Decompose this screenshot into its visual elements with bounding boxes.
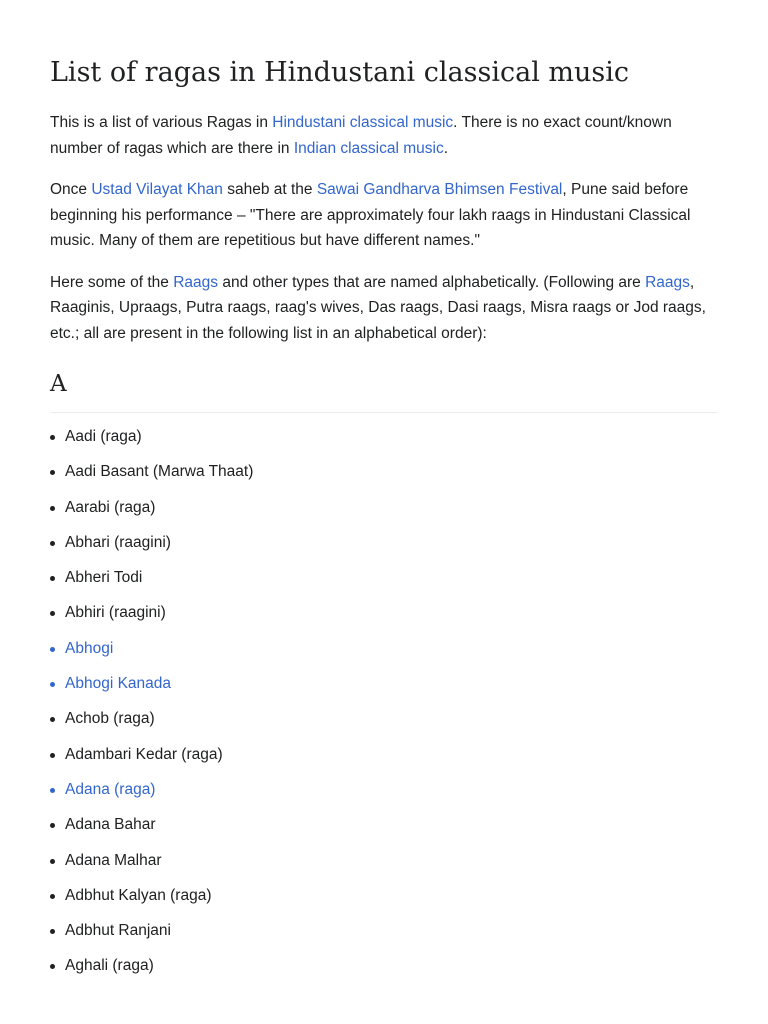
raga-label: Aadi (raga) <box>65 428 142 445</box>
raga-list-a <box>50 424 718 989</box>
raga-label: Adbhut Ranjani <box>65 922 171 940</box>
intro-text: and other types that are named alphabetically. (Following are <box>218 273 646 291</box>
intro-text: . <box>443 139 449 157</box>
raga-label: Aghali (raga) <box>65 957 154 975</box>
raga-label[interactable]: Abhogi Kanada <box>65 675 172 693</box>
bullet-icon <box>50 894 55 899</box>
bullet-icon <box>50 753 55 758</box>
list-item <box>50 600 718 635</box>
list-item[interactable] <box>50 636 718 671</box>
raga-label[interactable]: Adana (raga) <box>65 780 156 798</box>
intro-text: , Pune said before beginning his performance – "There are approximately four lakh raags in Hindustani Classical music. Many of them are repetitious but have different names." <box>50 181 691 249</box>
list-item <box>50 706 718 741</box>
page-title: List of ragas in Hindustani classical music <box>50 57 630 88</box>
raga-label: Adana Bahar <box>65 816 156 834</box>
intro-text: Once <box>50 181 92 198</box>
intro-text: Here some of the <box>50 273 174 291</box>
list-item[interactable] <box>50 671 718 706</box>
intro-paragraph-2 <box>50 177 718 254</box>
bullet-icon <box>50 929 55 934</box>
bullet-icon <box>50 788 55 793</box>
list-item <box>50 883 718 918</box>
list-item[interactable] <box>50 777 718 812</box>
raga-label: Adambari Kedar (raga) <box>65 745 223 763</box>
bullet-icon <box>50 541 55 546</box>
list-item <box>50 848 718 883</box>
list-item <box>50 565 718 600</box>
bullet-icon <box>50 859 55 864</box>
link-raags[interactable]: Raags <box>173 273 219 291</box>
raga-label: Adbhut Kalyan (raga) <box>65 886 212 904</box>
list-item <box>50 530 718 565</box>
link-indian-classical-music[interactable]: Indian classical music <box>293 139 444 157</box>
raga-label: Abhari (raagini) <box>65 533 171 551</box>
bullet-icon <box>50 506 55 511</box>
bullet-icon <box>50 647 55 652</box>
link-hindustani-classical-music[interactable]: Hindustani classical music <box>272 114 454 131</box>
link-ustad-vilayat-khan[interactable]: Ustad Vilayat Khan <box>91 181 223 198</box>
bullet-icon <box>50 717 55 722</box>
intro-text: saheb at the <box>222 181 317 198</box>
link-sawai-gandharva-festival[interactable]: Sawai Gandharva Bhimsen Festival <box>316 181 563 198</box>
raga-label: Adana Malhar <box>65 851 162 869</box>
intro-text: . There is no exact count/known number of ragas which are there in <box>50 114 672 157</box>
list-item <box>50 953 718 988</box>
bullet-icon <box>50 823 55 828</box>
list-item <box>50 812 718 847</box>
bullet-icon <box>50 470 55 475</box>
list-item <box>50 495 718 530</box>
bullet-icon <box>50 435 55 440</box>
link-raags-2[interactable]: Raags <box>645 273 690 291</box>
raga-label[interactable]: Abhogi <box>65 639 114 657</box>
raga-label: Abhiri (raagini) <box>65 604 166 622</box>
bullet-icon <box>50 611 55 616</box>
list-item <box>50 424 718 459</box>
raga-label: Abheri Todi <box>65 569 143 587</box>
list-item <box>50 918 718 953</box>
list-item <box>50 459 718 494</box>
intro-text: This is a list of various Ragas in <box>50 114 273 131</box>
list-item <box>50 742 718 777</box>
section-heading-a: A <box>50 369 718 413</box>
bullet-icon <box>50 682 55 687</box>
intro-paragraph-3 <box>50 270 718 347</box>
raga-label: Achob (raga) <box>65 710 155 728</box>
bullet-icon <box>50 964 55 969</box>
bullet-icon <box>50 576 55 581</box>
raga-label: Aarabi (raga) <box>65 498 156 516</box>
intro-paragraph-1 <box>50 110 718 161</box>
intro-text: , Raaginis, Upraags, Putra raags, raag's wives, Das raags, Dasi raags, Misra raags or Jod raags, etc.; all are present in the following list in an alphabetical order): <box>50 273 706 342</box>
raga-label: Aadi Basant (Marwa Thaat) <box>65 463 254 481</box>
